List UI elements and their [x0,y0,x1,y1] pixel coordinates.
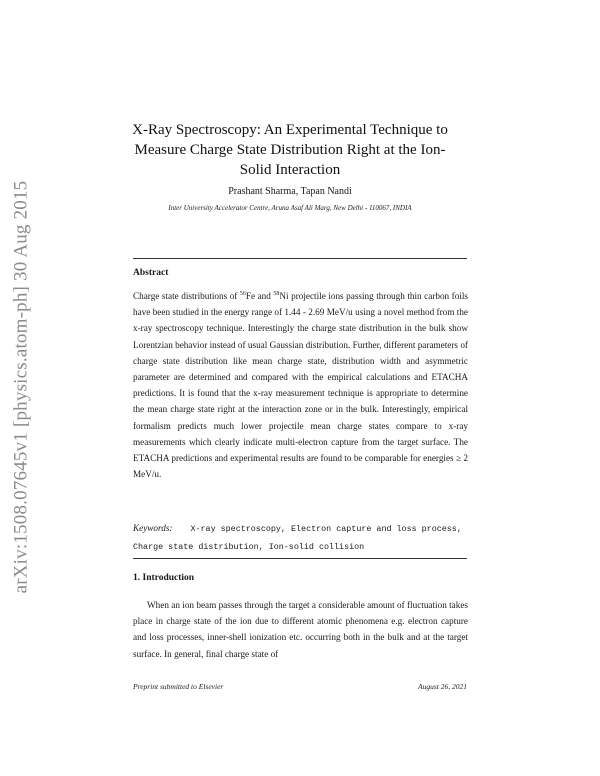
section-heading-introduction: 1. Introduction [133,573,195,583]
iso2-mass: 58 [273,290,280,297]
abstract-bottom-rule [133,558,467,559]
iso1-element: Fe [245,291,256,301]
paper-title: X-Ray Spectroscopy: An Experimental Technique to Measure Charge State Distribution Right at the Ion-Solid Interaction [132,122,448,178]
keywords-label: Keywords: [133,523,173,533]
iso-conjunction: and [255,291,274,301]
arxiv-identifier: arXiv:1508.07645v1 [physics.atom-ph] 30 Aug 2015 [10,180,32,594]
abstract-body [133,288,468,482]
iso1-mass: 56 [239,290,246,297]
abstract-top-rule [133,258,467,259]
introduction-paragraph: When an ion beam passes through the target a considerable amount of fluctuation takes place in charge state of the ion due to different atomic phenomena e.g. electron capture and loss processes, inner-shell ionization etc. occurring both in the bulk and at the target surface. In general, final charge state of [133,600,468,659]
iso2-element: Ni [279,291,289,301]
abstract-heading: Abstract [133,268,169,278]
author-list: Prashant Sharma, Tapan Nandi [228,186,352,197]
keywords-block [133,520,468,556]
abstract-text-start: Charge state distributions of [133,291,240,301]
affiliation: Inter University Accelerator Centre, Aruna Asaf Ali Marg, New Delhi - 110067, INDIA [168,204,412,212]
footer-date: August 26, 2021 [418,682,467,691]
arxiv-side-label [4,172,38,602]
keywords-text: X-ray spectroscopy, Electron capture and loss process, Charge state distribution, Ion-solid collision [133,524,462,552]
footer-preprint-note: Preprint submitted to Elsevier [133,682,224,691]
abstract-text-rest: projectile ions passing through thin carbon foils have been studied in the energy range of 1.44 - 2.69 MeV/u using a novel method from the x-ray spectroscopy technique. Interestingly the charge state distribution in the bulk show Lorentzian behavior instead of usual Gaussian distribution. Further, different parameters of charge state distribution like mean charge state, distribution width and asymmetric parameter are determined and compared with the empirical calculations and ETACHA predictions. It is found that the x-ray measurement technique is appropriate to determine the mean charge state right at the interaction zone or in the bulk. Interestingly, empirical formalism predicts much lower projectile mean charge states compare to x-ray measurements which clearly indicate multi-electron capture from the target surface. The ETACHA predictions and experimental results are found to be comparable for energies ≥ 2 MeV/u. [133,291,469,480]
